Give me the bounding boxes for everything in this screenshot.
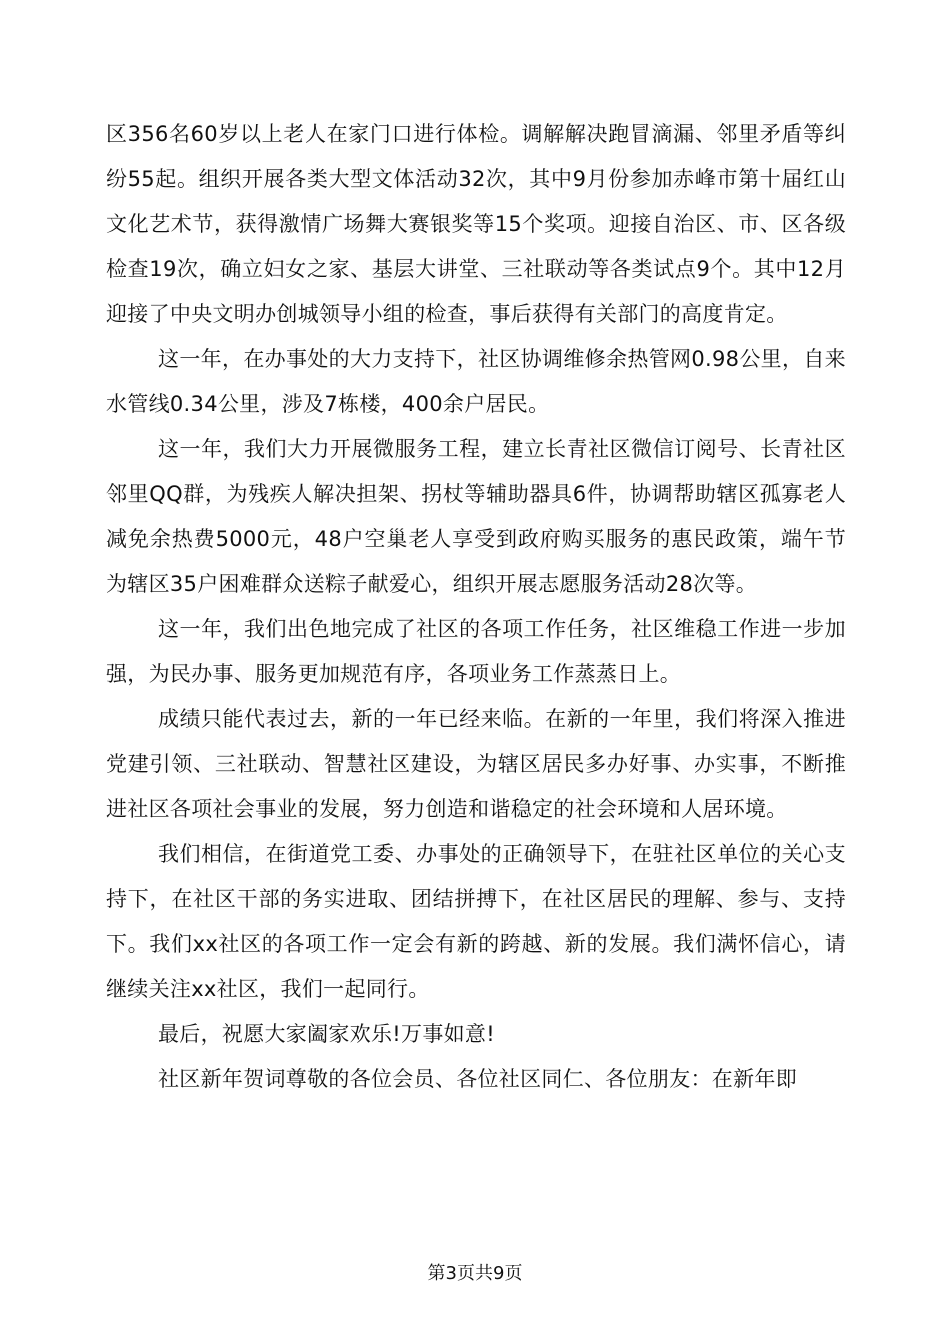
body-text (106, 112, 846, 1102)
paragraph-health-checks: 区356名60岁以上老人在家门口进行体检。调解解决跑冒滴漏、邻里矛盾等纠纷55起。组织开展各类大型文体活动32次，其中9月份参加赤峰市第十届红山文化艺术节，获得激情广场舞大赛银奖等15个奖项。迎接自治区、市、区各级检查19次，确立妇女之家、基层大讲堂、三社联动等各类试点9个。其中12月迎接了中央文明办创城领导小组的检查，事后获得有关部门的高度肯定。 (106, 122, 846, 326)
paragraph-greeting-start: 社区新年贺词尊敬的各位会员、各位社区同仁、各位朋友：在新年即 (158, 1067, 797, 1091)
page-number-footer: 第3页共9页 (427, 1263, 523, 1284)
paragraph-wishes: 最后，祝愿大家阖家欢乐!万事如意! (158, 1022, 495, 1046)
paragraph-pipe-repair: 这一年，在办事处的大力支持下，社区协调维修余热管网0.98公里，自来水管线0.34公里，涉及7栋楼，400余户居民。 (106, 347, 846, 416)
paragraph-micro-service: 这一年，我们大力开展微服务工程，建立长青社区微信订阅号、长青社区邻里QQ群，为残疾人解决担架、拐杖等辅助器具6件，协调帮助辖区孤寡老人减免余热费5000元，48户空巢老人享受到政府购买服务的惠民政策，端午节为辖区35户困难群众送粽子献爱心，组织开展志愿服务活动28次等。 (106, 437, 846, 596)
paragraph-tasks-completed: 这一年，我们出色地完成了社区的各项工作任务，社区维稳工作进一步加强，为民办事、服务更加规范有序，各项业务工作蒸蒸日上。 (106, 617, 846, 686)
paragraph-confidence: 我们相信，在街道党工委、办事处的正确领导下，在驻社区单位的关心支持下，在社区干部的务实进取、团结拼搏下，在社区居民的理解、参与、支持下。我们xx社区的各项工作一定会有新的跨越、新的发展。我们满怀信心，请继续关注xx社区，我们一起同行。 (106, 842, 846, 1001)
paragraph-new-year-plan: 成绩只能代表过去，新的一年已经来临。在新的一年里，我们将深入推进党建引领、三社联动、智慧社区建设，为辖区居民多办好事、办实事，不断推进社区各项社会事业的发展，努力创造和谐稳定的社会环境和人居环境。 (106, 707, 846, 821)
